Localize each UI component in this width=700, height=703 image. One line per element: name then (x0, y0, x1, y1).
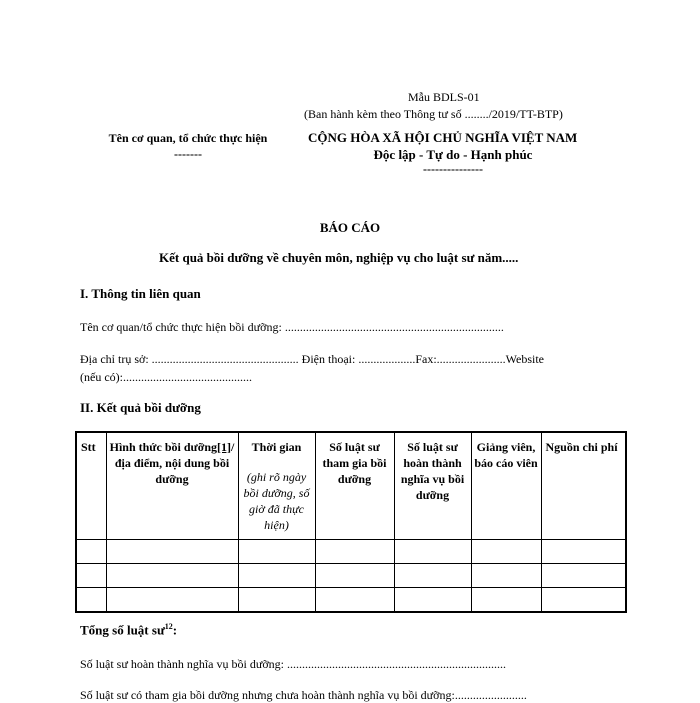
partial-count-line: Số luật sư có tham gia bồi dưỡng nhưng chưa hoàn thành nghĩa vụ bồi dưỡng:........................ (80, 688, 527, 702)
org-divider: ------- (174, 147, 202, 161)
table-cell (541, 588, 626, 613)
table-cell (106, 564, 238, 588)
table-cell (315, 588, 394, 613)
table-row (76, 540, 626, 564)
header-stt: Stt (76, 432, 106, 540)
header-time (238, 432, 315, 540)
footnote-1-link[interactable]: [1] (217, 440, 232, 454)
table-header-row (76, 432, 626, 540)
table-cell (76, 588, 106, 613)
table-cell (471, 564, 541, 588)
totals-heading-colon: : (172, 622, 178, 638)
org-name-line: Tên cơ quan/tổ chức thực hiện bồi dưỡng: ......................................................................... (80, 320, 504, 334)
header-participants: Số luật sư tham gia bồi dưỡng (315, 432, 394, 540)
header-time-label: Thời gian (251, 440, 302, 454)
table-cell (238, 588, 315, 613)
org-label: Tên cơ quan, tổ chức thực hiện (108, 131, 268, 145)
table-cell (238, 540, 315, 564)
results-table (75, 431, 627, 613)
totals-heading (80, 622, 177, 638)
table-row (76, 588, 626, 613)
header-completed: Số luật sư hoàn thành nghĩa vụ bồi dưỡng (394, 432, 471, 540)
table-cell (471, 540, 541, 564)
table-cell (76, 540, 106, 564)
totals-heading-text: Tổng số luật sư (80, 622, 165, 638)
section-2-heading: II. Kết quả bồi dưỡng (80, 400, 201, 415)
motto-divider: --------------- (423, 162, 483, 176)
country-name: CỘNG HÒA XÃ HỘI CHỦ NGHĨA VIỆT NAM (308, 130, 578, 145)
website-line: (nếu có):........................................... (80, 370, 252, 384)
header-training-form (106, 432, 238, 540)
table-cell (471, 588, 541, 613)
header-lecturers: Giảng viên, báo cáo viên (471, 432, 541, 540)
table-cell (315, 564, 394, 588)
header-training-form-a: Hình thức bồi dưỡng (109, 440, 218, 454)
national-motto: Độc lập - Tự do - Hạnh phúc (373, 147, 533, 162)
form-code: Mẫu BDLS-01 (408, 90, 480, 104)
table-cell (315, 540, 394, 564)
report-title: BÁO CÁO (319, 220, 381, 235)
header-cost-source: Nguồn chi phí (541, 432, 626, 540)
report-subtitle: Kết quả bồi dưỡng về chuyên môn, nghiệp vụ cho luật sư năm..... (159, 250, 519, 265)
table-cell (394, 564, 471, 588)
table-cell (238, 564, 315, 588)
table-row (76, 564, 626, 588)
table-cell (106, 588, 238, 613)
table-cell (76, 564, 106, 588)
header-time-note: (ghi rõ ngày bồi dưỡng, số giờ đã thực hiện) (243, 470, 310, 532)
table-cell (541, 564, 626, 588)
table-cell (106, 540, 238, 564)
table-cell (541, 540, 626, 564)
table-cell (394, 540, 471, 564)
header-training-form-b: /địa điểm, nội dung bồi dưỡng (114, 440, 235, 486)
section-1-heading: I. Thông tin liên quan (80, 286, 201, 301)
completed-count-line: Số luật sư hoàn thành nghĩa vụ bồi dưỡng: ......................................................................... (80, 657, 507, 671)
issued-under-note: (Ban hành kèm theo Thông tư số ......../2019/TT-BTP) (304, 107, 563, 121)
footnote-12-marker[interactable]: 12 (164, 622, 173, 631)
address-line: Địa chỉ trụ sở: ................................................. Điện thoại: ...................Fax:.......................Website (80, 352, 545, 366)
table-cell (394, 588, 471, 613)
